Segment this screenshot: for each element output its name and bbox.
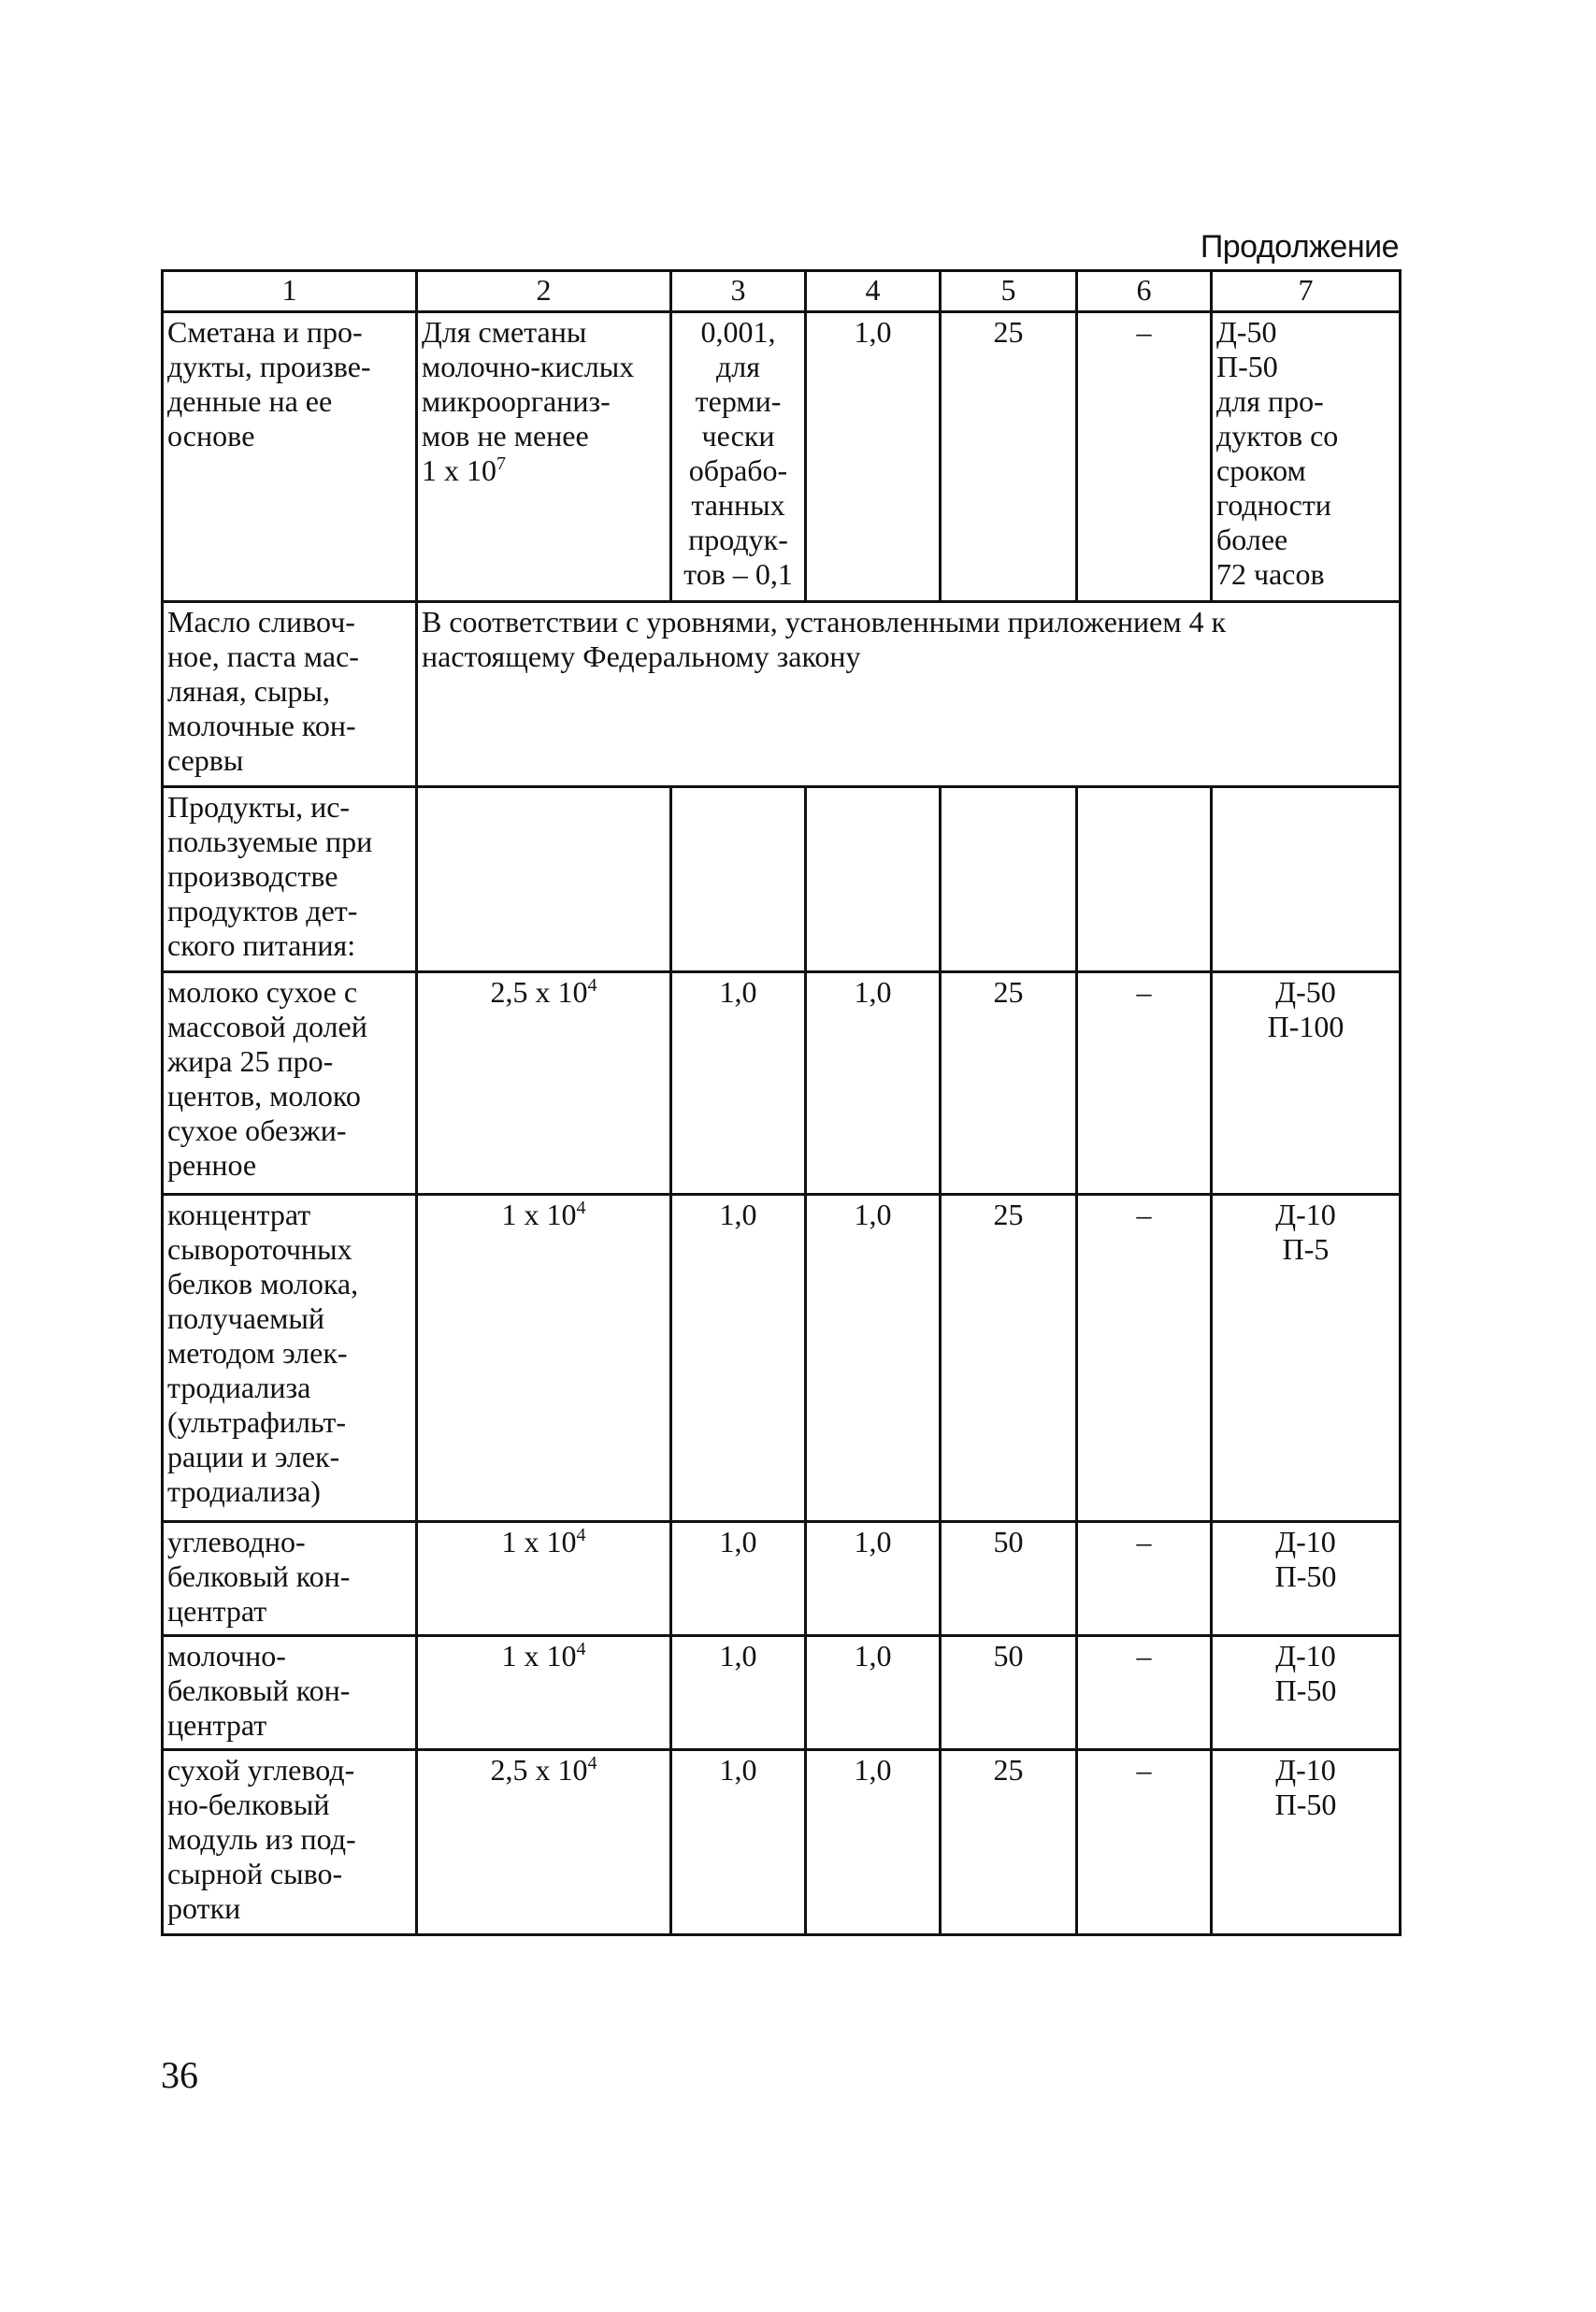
col5-value: 50: [941, 1636, 1077, 1750]
continuation-label: Продолжение: [1200, 229, 1399, 265]
col2-exponent: 4: [587, 975, 597, 996]
column-header: 4: [806, 271, 941, 312]
product-name: Масло сливоч- ное, паста мас- ляная, сыры, молочные кон- сервы: [163, 602, 417, 787]
table-row: [163, 1522, 1401, 1636]
col5-value: 25: [941, 312, 1077, 602]
col4-value: 1,0: [806, 1636, 941, 1750]
col2-value: [417, 1636, 671, 1750]
column-header: 1: [163, 271, 417, 312]
col5-value: 25: [941, 1195, 1077, 1522]
col2-text: 2,5 x 10: [490, 975, 588, 1009]
product-name: концентрат сывороточных белков молока, получаемый методом элек- тродиализа (ультрафильт- рации и элек- тродиализа): [163, 1195, 417, 1522]
table-row: [163, 312, 1401, 602]
product-name: молочно- белковый кон- центрат: [163, 1636, 417, 1750]
col6-value: –: [1077, 1522, 1212, 1636]
table-row: [163, 787, 1401, 972]
col5-value: 50: [941, 1522, 1077, 1636]
table-row: [163, 1195, 1401, 1522]
col3-value: 1,0: [671, 972, 806, 1195]
col2-exponent: 4: [587, 1753, 597, 1773]
col3-value: 1,0: [671, 1636, 806, 1750]
col7-value: Д-10 П-50: [1212, 1750, 1401, 1935]
col5-value: 25: [941, 972, 1077, 1195]
col2-text: 1 x 10: [501, 1639, 577, 1673]
empty-cell: [806, 787, 941, 972]
col7-value: Д-10 П-5: [1212, 1195, 1401, 1522]
col7-value: Д-50 П-50 для про- дуктов со сроком годности более 72 часов: [1212, 312, 1401, 602]
col6-value: –: [1077, 972, 1212, 1195]
col2-text: Для сметаны молочно-кислых микроорганиз- мов не менее 1 x 10: [422, 315, 635, 487]
table-row: [163, 972, 1401, 1195]
empty-cell: [1212, 787, 1401, 972]
col4-value: 1,0: [806, 1522, 941, 1636]
table-row: [163, 602, 1401, 787]
col2-exponent: 7: [496, 453, 506, 474]
col6-value: –: [1077, 1636, 1212, 1750]
col2-exponent: 4: [576, 1639, 586, 1659]
column-number-row: [163, 271, 1401, 312]
col5-value: 25: [941, 1750, 1077, 1935]
col4-value: 1,0: [806, 972, 941, 1195]
col3-value: 1,0: [671, 1195, 806, 1522]
column-header: 6: [1077, 271, 1212, 312]
col2-value: [417, 1195, 671, 1522]
col2-value: [417, 1522, 671, 1636]
col2-value: [417, 972, 671, 1195]
col2-exponent: 4: [576, 1198, 586, 1218]
col4-value: 1,0: [806, 1195, 941, 1522]
product-name: сухой углевод- но-белковый модуль из под- сырной сыво- ротки: [163, 1750, 417, 1935]
column-header: 7: [1212, 271, 1401, 312]
col4-value: 1,0: [806, 312, 941, 602]
col2-text: 2,5 x 10: [490, 1753, 588, 1787]
table-row: [163, 1636, 1401, 1750]
column-header: 2: [417, 271, 671, 312]
empty-cell: [671, 787, 806, 972]
col6-value: –: [1077, 1195, 1212, 1522]
col2-text: 1 x 10: [501, 1198, 577, 1231]
empty-cell: [417, 787, 671, 972]
column-header: 3: [671, 271, 806, 312]
col2-value: [417, 1750, 671, 1935]
col2-exponent: 4: [576, 1525, 586, 1545]
col6-value: –: [1077, 1750, 1212, 1935]
col3-value: 0,001, для терми- чески обрабо- танных продук- тов – 0,1: [671, 312, 806, 602]
product-name: углеводно- белковый кон- центрат: [163, 1522, 417, 1636]
empty-cell: [941, 787, 1077, 972]
product-name: молоко сухое с массовой долей жира 25 про- центов, молоко сухое обезжи- ренное: [163, 972, 417, 1195]
col3-value: 1,0: [671, 1750, 806, 1935]
product-name: Сметана и про- дукты, произве- денные на ее основe: [163, 312, 417, 602]
microbiology-table: [161, 269, 1402, 1936]
merged-note: В соответствии с уровнями, установленными приложением 4 к настоящему Федеральному закону: [417, 602, 1401, 787]
product-name: Продукты, ис- пользуемые при производстве продуктов дет- ского питания:: [163, 787, 417, 972]
col3-value: 1,0: [671, 1522, 806, 1636]
table-row: [163, 1750, 1401, 1935]
col6-value: –: [1077, 312, 1212, 602]
col2-value: [417, 312, 671, 602]
col4-value: 1,0: [806, 1750, 941, 1935]
col2-text: 1 x 10: [501, 1525, 577, 1558]
column-header: 5: [941, 271, 1077, 312]
col7-value: Д-10 П-50: [1212, 1522, 1401, 1636]
col7-value: Д-50 П-100: [1212, 972, 1401, 1195]
page-number: 36: [161, 2054, 198, 2096]
col7-value: Д-10 П-50: [1212, 1636, 1401, 1750]
empty-cell: [1077, 787, 1212, 972]
